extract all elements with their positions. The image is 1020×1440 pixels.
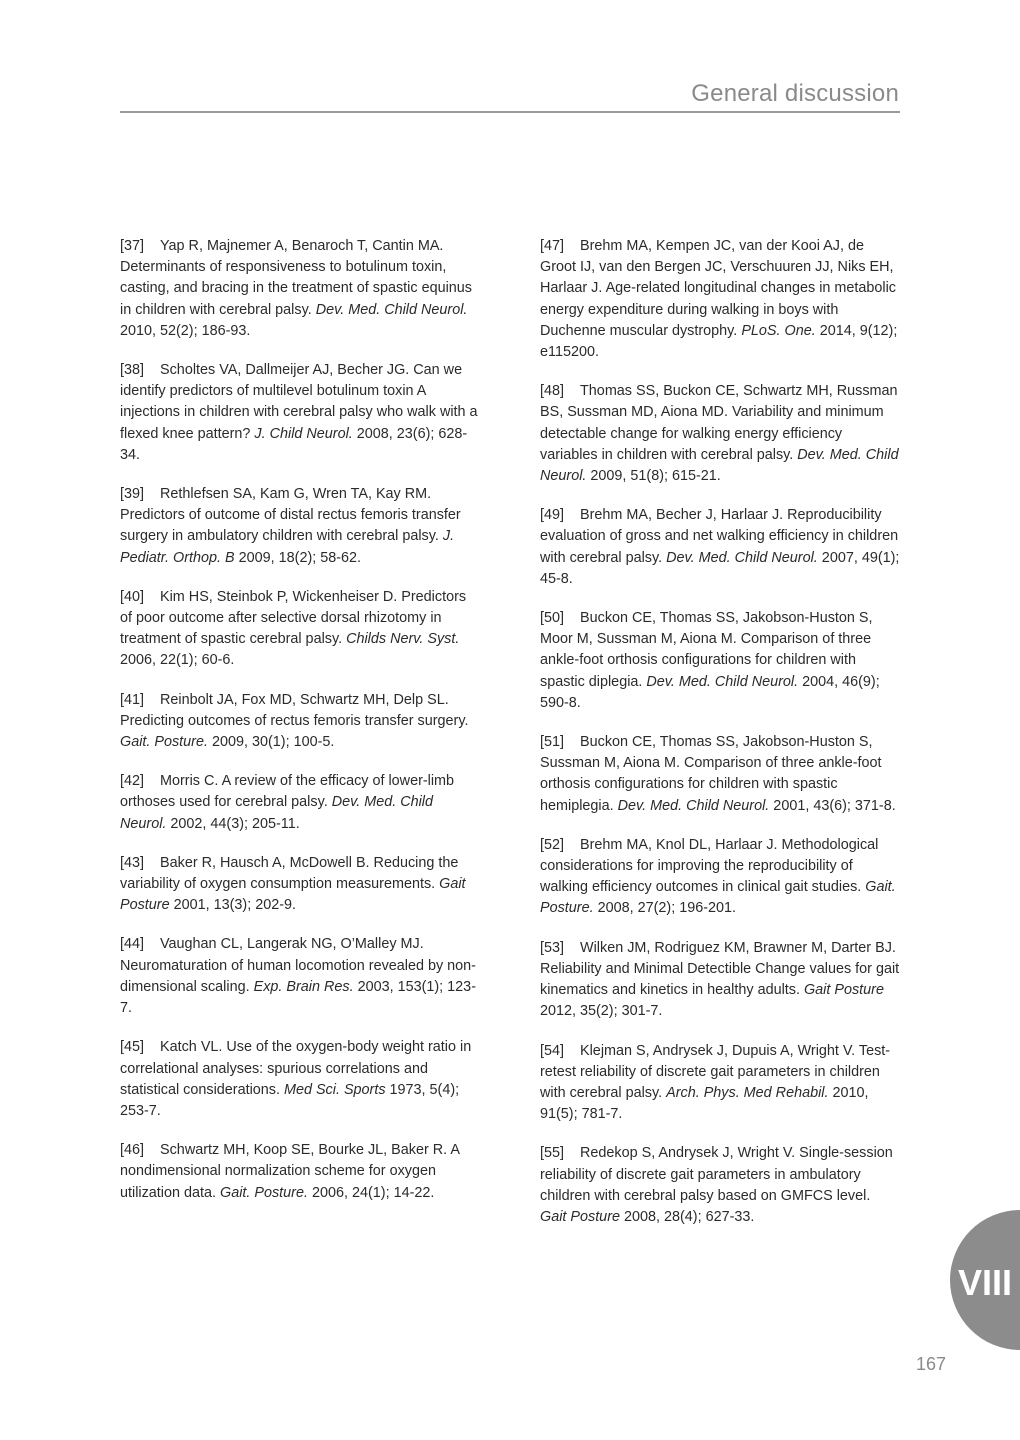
reference-number: [55]: [540, 1145, 565, 1162]
reference-text: Morris C. A review of the efficacy of lower-limb orthoses used for cerebral palsy.: [120, 773, 455, 811]
reference-entry: [540, 1143, 900, 1228]
reference-entry: [540, 236, 900, 363]
reference-entry: [540, 835, 900, 920]
reference-number: [51]: [540, 734, 565, 751]
reference-details: 2009, 30(1); 100-5.: [207, 734, 335, 751]
reference-text: Thomas SS, Buckon CE, Schwartz MH, Russman BS, Sussman MD, Aiona MD. Variability and minimum detectable change for walking energy efficiency variables in children with cerebral palsy.: [540, 383, 898, 463]
reference-journal: Med Sci. Sports: [283, 1081, 386, 1098]
reference-entry: [120, 360, 480, 466]
reference-entry: [540, 1041, 900, 1126]
reference-number: [48]: [540, 383, 565, 400]
reference-number: [46]: [120, 1142, 145, 1159]
reference-journal: Dev. Med. Child Neurol.: [540, 446, 899, 485]
reference-journal: Dev. Med. Child Neurol.: [646, 673, 799, 690]
reference-details: 2014, 9(12); e115200.: [540, 322, 898, 361]
reference-number: [47]: [540, 238, 565, 254]
reference-entry: [540, 505, 900, 590]
reference-details: 2009, 18(2); 58-62.: [234, 549, 362, 566]
reference-number: [39]: [120, 486, 145, 503]
reference-text: Vaughan CL, Langerak NG, O’Malley MJ. Neuromaturation of human locomotion revealed by non-dimensional scaling.: [120, 936, 476, 995]
reference-details: 2001, 13(3); 202-9.: [169, 897, 297, 914]
reference-details: 2012, 35(2); 301-7.: [540, 1003, 663, 1020]
reference-number: [37]: [120, 238, 145, 254]
reference-details: 2009, 51(8); 615-21.: [586, 468, 721, 485]
reference-number: [45]: [120, 1039, 145, 1056]
chapter-label: VIII: [958, 1262, 1013, 1303]
reference-journal: Gait Posture: [120, 876, 466, 914]
reference-journal: Dev. Med. Child Neurol.: [315, 301, 468, 318]
reference-entry: [540, 732, 900, 817]
reference-details: 2010, 52(2); 186-93.: [120, 322, 251, 339]
reference-details: 2010, 91(5); 781-7.: [540, 1084, 869, 1123]
reference-entry: [120, 853, 480, 917]
reference-number: [41]: [120, 691, 145, 708]
reference-text: Redekop S, Andrysek J, Wright V. Single-session reliability of discrete gait parameters in ambulatory children with cerebral palsy based on GMFCS level.: [540, 1145, 893, 1204]
reference-number: [52]: [540, 836, 565, 853]
reference-number: [43]: [120, 854, 145, 871]
reference-details: 2008, 28(4); 627-33.: [620, 1208, 755, 1225]
reference-journal: Arch. Phys. Med Rehabil.: [666, 1084, 829, 1101]
reference-text: Wilken JM, Rodriguez KM, Brawner M, Darter BJ. Reliability and Minimal Detectible Change values for gait kinematics and kinetics in healthy adults.: [540, 939, 900, 999]
reference-entry: [540, 608, 900, 714]
reference-number: [44]: [120, 936, 145, 953]
reference-journal: Dev. Med. Child Neurol.: [120, 794, 434, 832]
reference-journal: Dev. Med. Child Neurol.: [617, 797, 770, 814]
reference-details: 2007, 49(1); 45-8.: [540, 549, 900, 587]
reference-details: 2004, 46(9); 590-8.: [540, 673, 880, 711]
reference-text: Yap R, Majnemer A, Benaroch T, Cantin MA. Determinants of responsiveness to botulinum toxin, casting, and bracing in the treatment of spastic equinus in children with cerebral palsy.: [120, 238, 472, 318]
reference-text: Klejman S, Andrysek J, Dupuis A, Wright V. Test-retest reliability of discrete gait parameters in children with cerebral palsy.: [540, 1042, 891, 1101]
reference-text: Scholtes VA, Dallmeijer AJ, Becher JG. Can we identify predictors of multilevel botulinum toxin A injections in children with cerebral palsy who walk with a flexed knee pattern?: [120, 362, 478, 442]
reference-entry: [120, 934, 480, 1019]
page-number: 167: [915, 1354, 946, 1374]
reference-journal: Gait. Posture.: [220, 1184, 308, 1201]
reference-entry: [120, 1037, 480, 1122]
reference-details: 2006, 24(1); 14-22.: [307, 1184, 435, 1201]
reference-text: Buckon CE, Thomas SS, Jakobson-Huston S, Moor M, Sussman M, Aiona M. Comparison of three ankle-foot orthosis configurations for children with spastic diplegia.: [540, 610, 873, 690]
reference-text: Buckon CE, Thomas SS, Jakobson-Huston S, Sussman M, Aiona M. Comparison of three ankle-foot orthosis configurations for children with spastic hemiplegia.: [540, 734, 882, 814]
reference-entry: [120, 236, 480, 342]
reference-entry: [120, 1140, 480, 1204]
reference-number: [49]: [540, 507, 565, 524]
reference-column-left: [120, 236, 480, 1222]
reference-journal: J. Child Neurol.: [254, 425, 353, 442]
reference-journal: Gait. Posture.: [540, 879, 896, 917]
reference-entry: [120, 771, 480, 835]
reference-entry: [120, 587, 480, 672]
reference-number: [42]: [120, 773, 145, 790]
running-header-title: General discussion: [691, 80, 899, 107]
reference-details: 1973, 5(4); 253-7.: [120, 1081, 460, 1119]
reference-number: [50]: [540, 610, 565, 627]
reference-journal: Gait. Posture.: [120, 734, 208, 751]
reference-text: Rethlefsen SA, Kam G, Wren TA, Kay RM. Predictors of outcome of distal rectus femoris transfer surgery in ambulatory children with cerebral palsy.: [120, 486, 461, 545]
reference-details: 2002, 44(3); 205-11.: [166, 815, 300, 832]
reference-journal: Dev. Med. Child Neurol.: [666, 549, 818, 566]
reference-text: Brehm MA, Knol DL, Harlaar J. Methodological considerations for improving the reproducibility of walking efficiency outcomes in clinical gait studies.: [540, 836, 879, 896]
reference-details: 2006, 22(1); 60-6.: [120, 652, 235, 669]
reference-number: [54]: [540, 1042, 565, 1059]
reference-journal: PLoS. One.: [741, 322, 816, 339]
reference-text: Katch VL. Use of the oxygen-body weight ratio in correlational analyses: spurious correlations and statistical considerations.: [120, 1039, 472, 1098]
reference-entry: [120, 690, 480, 754]
reference-journal: Gait Posture: [803, 982, 884, 999]
reference-entry: [540, 938, 900, 1023]
reference-journal: Gait Posture: [540, 1208, 620, 1225]
reference-details: 2008, 27(2); 196-201.: [593, 900, 737, 917]
reference-text: Baker R, Hausch A, McDowell B. Reducing the variability of oxygen consumption measurements.: [120, 854, 459, 893]
reference-number: [40]: [120, 588, 145, 605]
reference-journal: Exp. Brain Res.: [253, 978, 354, 995]
reference-text: Schwartz MH, Koop SE, Bourke JL, Baker R. A nondimensional normalization scheme for oxygen utilization data.: [120, 1142, 460, 1201]
reference-number: [38]: [120, 362, 145, 379]
reference-column-right: [540, 236, 900, 1246]
reference-details: 2001, 43(6); 371-8.: [769, 797, 896, 814]
reference-text: Reinbolt JA, Fox MD, Schwartz MH, Delp SL. Predicting outcomes of rectus femoris transfer surgery.: [120, 691, 469, 729]
reference-entry: [120, 484, 480, 569]
reference-details: 2008, 23(6); 628-34.: [120, 425, 468, 463]
header-divider: [120, 111, 900, 113]
reference-number: [53]: [540, 939, 565, 956]
reference-details: 2003, 153(1); 123-7.: [120, 978, 476, 1017]
reference-journal: J. Pediatr. Orthop. B: [120, 528, 455, 566]
reference-journal: Childs Nerv. Syst.: [346, 631, 460, 648]
reference-entry: [540, 381, 900, 487]
reference-text: Kim HS, Steinbok P, Wickenheiser D. Predictors of poor outcome after selective dorsal rhizotomy in treatment of spastic cerebral palsy.: [120, 588, 467, 648]
reference-text: Brehm MA, Becher J, Harlaar J. Reproducibility evaluation of gross and net walking efficiency in children with cerebral palsy.: [540, 507, 899, 566]
reference-text: Brehm MA, Kempen JC, van der Kooi AJ, de Groot IJ, van den Bergen JC, Verschuuren JJ, Niks EH, Harlaar J. Age-related longitudinal changes in metabolic energy expenditure during walking in boys with Duchenne muscular dystrophy.: [540, 238, 896, 339]
